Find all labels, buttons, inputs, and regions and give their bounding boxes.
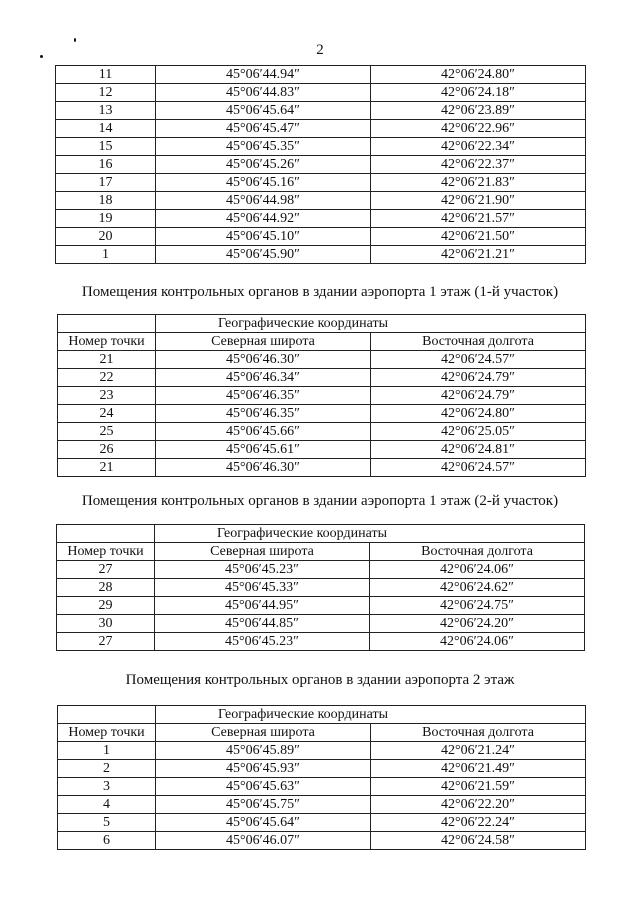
table-row [58,405,586,423]
longitude-cell: 42°06′21.50″ [371,228,586,246]
table-row [56,102,586,120]
point-number-cell: 11 [56,66,156,84]
group-header: Географические координаты [156,315,586,333]
empty-header-cell [58,706,156,724]
latitude-cell: 45°06′45.10″ [156,228,371,246]
latitude-cell: 45°06′45.26″ [156,156,371,174]
longitude-cell: 42°06′22.24″ [371,814,586,832]
table-row [56,246,586,264]
point-number-cell: 2 [58,760,156,778]
point-number-cell: 27 [57,633,155,651]
group-header: Географические координаты [156,706,586,724]
table-row [57,579,585,597]
latitude-cell: 45°06′45.64″ [156,814,371,832]
latitude-cell: 45°06′46.35″ [156,387,371,405]
longitude-cell: 42°06′24.79″ [371,387,586,405]
empty-header-cell [57,525,155,543]
table-row [56,192,586,210]
table-row [56,84,586,102]
longitude-cell: 42°06′21.57″ [371,210,586,228]
longitude-cell: 42°06′24.81″ [371,441,586,459]
longitude-cell: 42°06′21.21″ [371,246,586,264]
longitude-cell: 42°06′22.34″ [371,138,586,156]
latitude-cell: 45°06′44.98″ [156,192,371,210]
point-number-cell: 28 [57,579,155,597]
latitude-cell: 45°06′44.95″ [155,597,370,615]
coordinates-table-section2 [56,524,585,651]
table-row [58,423,586,441]
latitude-cell: 45°06′45.63″ [156,778,371,796]
table-row [56,138,586,156]
longitude-cell: 42°06′24.75″ [370,597,585,615]
point-number-cell: 21 [58,459,156,477]
point-number-cell: 4 [58,796,156,814]
latitude-cell: 45°06′45.66″ [156,423,371,441]
longitude-cell: 42°06′24.80″ [371,405,586,423]
section-heading: Помещения контрольных органов в здании аэропорта 1 этаж (1-й участок) [81,284,559,300]
table-row [58,351,586,369]
point-number-cell: 26 [58,441,156,459]
point-number-cell: 12 [56,84,156,102]
point-number-cell: 29 [57,597,155,615]
column-header-longitude: Восточная долгота [371,333,586,351]
table-row [58,441,586,459]
table-row [57,633,585,651]
table-row [58,369,586,387]
latitude-cell: 45°06′44.85″ [155,615,370,633]
latitude-cell: 45°06′44.83″ [156,84,371,102]
column-header-longitude: Восточная долгота [371,724,586,742]
column-header-point: Номер точки [58,724,156,742]
coordinates-table-continued [55,65,586,264]
latitude-cell: 45°06′45.16″ [156,174,371,192]
point-number-cell: 16 [56,156,156,174]
longitude-cell: 42°06′24.80″ [371,66,586,84]
coordinates-table-section3 [57,705,586,850]
column-header-latitude: Северная широта [156,333,371,351]
section-heading: Помещения контрольных органов в здании аэропорта 2 этаж [125,672,515,688]
latitude-cell: 45°06′45.23″ [155,561,370,579]
table-row [56,156,586,174]
point-number-cell: 19 [56,210,156,228]
table-row [56,210,586,228]
table-row [58,387,586,405]
point-number-cell: 6 [58,832,156,850]
point-number-cell: 23 [58,387,156,405]
latitude-cell: 45°06′45.33″ [155,579,370,597]
table-row [58,778,586,796]
point-number-cell: 5 [58,814,156,832]
latitude-cell: 45°06′46.34″ [156,369,371,387]
empty-header-cell [58,315,156,333]
longitude-cell: 42°06′24.20″ [370,615,585,633]
longitude-cell: 42°06′22.96″ [371,120,586,138]
longitude-cell: 42°06′23.89″ [371,102,586,120]
coordinates-table-section1 [57,314,586,477]
table-row [57,615,585,633]
point-number-cell: 18 [56,192,156,210]
latitude-cell: 45°06′45.90″ [156,246,371,264]
point-number-cell: 1 [56,246,156,264]
page-number: 2 [316,42,324,58]
latitude-cell: 45°06′45.47″ [156,120,371,138]
latitude-cell: 45°06′46.07″ [156,832,371,850]
table-row [58,832,586,850]
point-number-cell: 22 [58,369,156,387]
longitude-cell: 42°06′24.06″ [370,561,585,579]
point-number-cell: 27 [57,561,155,579]
latitude-cell: 45°06′45.64″ [156,102,371,120]
longitude-cell: 42°06′25.05″ [371,423,586,441]
longitude-cell: 42°06′24.79″ [371,369,586,387]
latitude-cell: 45°06′45.93″ [156,760,371,778]
longitude-cell: 42°06′22.20″ [371,796,586,814]
point-number-cell: 15 [56,138,156,156]
latitude-cell: 45°06′45.23″ [155,633,370,651]
table-row [58,742,586,760]
section-heading: Помещения контрольных органов в здании аэропорта 1 этаж (2-й участок) [81,493,559,509]
point-number-cell: 20 [56,228,156,246]
longitude-cell: 42°06′21.49″ [371,760,586,778]
latitude-cell: 45°06′46.30″ [156,459,371,477]
table-row [58,814,586,832]
column-header-latitude: Северная широта [156,724,371,742]
longitude-cell: 42°06′24.06″ [370,633,585,651]
column-header-latitude: Северная широта [155,543,370,561]
table-row [56,120,586,138]
longitude-cell: 42°06′22.37″ [371,156,586,174]
latitude-cell: 45°06′46.35″ [156,405,371,423]
column-header-point: Номер точки [58,333,156,351]
longitude-cell: 42°06′21.59″ [371,778,586,796]
longitude-cell: 42°06′24.57″ [371,351,586,369]
latitude-cell: 45°06′44.92″ [156,210,371,228]
table-row [57,561,585,579]
column-header-longitude: Восточная долгота [370,543,585,561]
latitude-cell: 45°06′45.75″ [156,796,371,814]
table-row [58,796,586,814]
column-header-point: Номер точки [57,543,155,561]
point-number-cell: 14 [56,120,156,138]
longitude-cell: 42°06′21.90″ [371,192,586,210]
point-number-cell: 17 [56,174,156,192]
point-number-cell: 3 [58,778,156,796]
longitude-cell: 42°06′21.24″ [371,742,586,760]
table-row [57,597,585,615]
point-number-cell: 25 [58,423,156,441]
longitude-cell: 42°06′24.18″ [371,84,586,102]
longitude-cell: 42°06′21.83″ [371,174,586,192]
table-row [56,228,586,246]
longitude-cell: 42°06′24.62″ [370,579,585,597]
latitude-cell: 45°06′44.94″ [156,66,371,84]
longitude-cell: 42°06′24.58″ [371,832,586,850]
latitude-cell: 45°06′45.61″ [156,441,371,459]
point-number-cell: 30 [57,615,155,633]
latitude-cell: 45°06′45.89″ [156,742,371,760]
point-number-cell: 13 [56,102,156,120]
longitude-cell: 42°06′24.57″ [371,459,586,477]
latitude-cell: 45°06′46.30″ [156,351,371,369]
point-number-cell: 24 [58,405,156,423]
group-header: Географические координаты [155,525,585,543]
table-row [58,760,586,778]
point-number-cell: 1 [58,742,156,760]
table-row [58,459,586,477]
latitude-cell: 45°06′45.35″ [156,138,371,156]
table-row [56,66,586,84]
point-number-cell: 21 [58,351,156,369]
table-row [56,174,586,192]
